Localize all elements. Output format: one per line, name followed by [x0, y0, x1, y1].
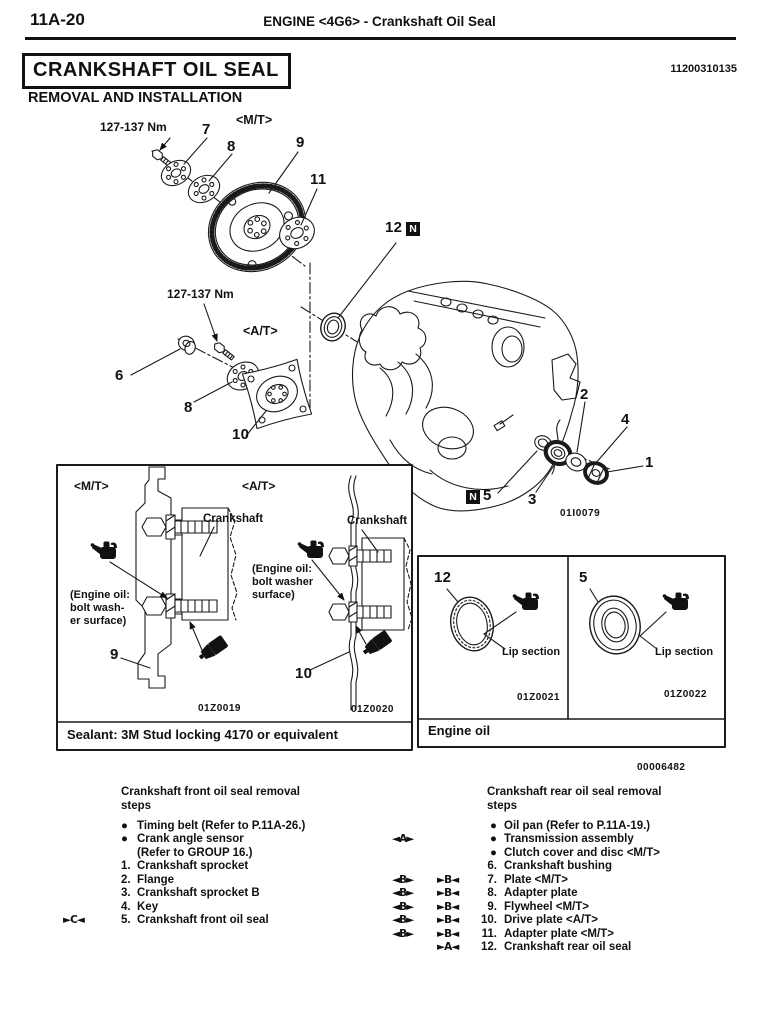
callout-6: 6 — [115, 367, 124, 384]
page-code: 11A-20 — [30, 10, 85, 29]
figure-code-front-seal: 01Z0022 — [664, 689, 707, 700]
step-text: Drive plate <A/T> — [504, 914, 598, 927]
torque-spec-mt: 127-137 Nm — [100, 120, 167, 134]
doc-title: ENGINE <4G6> - Crankshaft Oil Seal — [263, 14, 496, 29]
front-steps-title-line2: steps — [121, 799, 152, 812]
oil-note-mt-line2: bolt wash- — [70, 602, 125, 614]
callout-4: 4 — [621, 411, 630, 428]
callout-10: 10 — [232, 426, 250, 443]
header-rule — [25, 37, 736, 40]
callout-11: 11 — [310, 171, 327, 188]
step-number: 5. — [121, 914, 131, 927]
step-bullet: ● — [490, 833, 497, 846]
step-row — [63, 860, 393, 873]
direction-marker: ◄B► — [392, 927, 414, 940]
direction-marker: ◄B► — [392, 914, 414, 927]
direction-marker: ►B◄ — [437, 914, 459, 927]
step-number: 1. — [121, 860, 131, 873]
step-text: Crankshaft bushing — [504, 860, 612, 873]
sealant-symbol-rear: N — [406, 222, 420, 236]
step-row — [63, 901, 393, 914]
step-bullet: ● — [490, 846, 497, 859]
step-number: 7. — [487, 873, 497, 886]
section-title: CRANKSHAFT OIL SEAL — [22, 53, 291, 89]
callout-5: 5 — [483, 487, 492, 504]
step-text: Crankshaft front oil seal — [137, 914, 269, 927]
direction-marker: ►A◄ — [437, 940, 459, 953]
step-text: (Refer to GROUP 16.) — [137, 846, 253, 859]
callout-9: 9 — [296, 134, 305, 151]
step-bullet: ● — [121, 833, 128, 846]
step-text: Crankshaft sprocket B — [137, 887, 260, 900]
step-row — [392, 941, 732, 954]
step-row — [63, 833, 393, 846]
step-text: Key — [137, 900, 159, 913]
step-number: 4. — [121, 900, 131, 913]
figure-code-main: 01I0079 — [560, 508, 601, 519]
step-number: 11. — [481, 927, 497, 940]
step-number: 8. — [487, 887, 497, 900]
at-group-label: <A/T> — [243, 324, 278, 338]
lip-section-label-rear: Lip section — [502, 646, 561, 658]
section-ref-number: 11200310135 — [670, 63, 737, 75]
step-row — [392, 874, 732, 887]
oil-note-at-line3: surface) — [252, 589, 295, 601]
rear-steps-title-line2: steps — [487, 799, 518, 812]
rear-oil-seal-drawing — [317, 310, 348, 344]
oil-note-mt-line3: er surface) — [70, 615, 127, 627]
step-text: Adapter plate — [504, 887, 578, 900]
step-row — [392, 901, 732, 914]
direction-marker: ►B◄ — [437, 927, 459, 940]
oil-note-mt — [70, 589, 130, 628]
direction-marker: ►C◄ — [63, 914, 84, 927]
crankshaft-label-at: Crankshaft — [347, 515, 408, 527]
step-number: 2. — [121, 873, 131, 886]
step-row — [392, 887, 732, 900]
step-text: Oil pan (Refer to P.11A-19.) — [504, 820, 651, 832]
step-text: Plate <M/T> — [504, 873, 568, 886]
direction-marker: ◄B► — [392, 887, 414, 900]
lip-section-label-front: Lip section — [655, 646, 714, 658]
front-steps-title-line1: Crankshaft front oil seal removal — [121, 786, 300, 798]
oil-note-at-line1: (Engine oil: — [252, 563, 312, 575]
inset-callout-10: 10 — [295, 665, 313, 682]
figure-code-mt: 01Z0019 — [198, 703, 241, 714]
oil-note-at — [252, 563, 313, 602]
sealant-symbol-front: N — [466, 490, 480, 504]
step-row — [392, 833, 732, 846]
direction-marker: ►B◄ — [437, 887, 459, 900]
step-number: 3. — [121, 887, 131, 900]
figure-code-at: 01Z0020 — [351, 704, 394, 715]
step-text: Crankshaft rear oil seal — [504, 940, 632, 953]
direction-marker: ►B◄ — [437, 873, 459, 886]
nut-6-drawing — [176, 334, 199, 356]
footer-code: 00006482 — [637, 762, 686, 773]
mt-group-label: <M/T> — [236, 113, 273, 127]
inset-callout-12: 12 — [434, 569, 452, 586]
step-text: Adapter plate <M/T> — [504, 927, 614, 940]
oil-note-at-line2: bolt washer — [252, 576, 314, 588]
callout-1: 1 — [645, 454, 654, 471]
step-row — [392, 847, 732, 860]
inset-mt-label: <M/T> — [74, 479, 109, 493]
callout-8: 8 — [227, 138, 236, 155]
callout-8-at: 8 — [184, 399, 193, 416]
engine-oil-caption: Engine oil — [428, 723, 491, 738]
step-number: 12. — [481, 940, 497, 953]
section-subtitle: REMOVAL AND INSTALLATION — [28, 90, 243, 106]
step-row — [63, 914, 393, 927]
step-row — [63, 820, 393, 833]
step-text: Timing belt (Refer to P.11A-26.) — [137, 820, 306, 832]
direction-marker: ◄A► — [392, 833, 414, 846]
step-row — [63, 874, 393, 887]
step-row — [392, 860, 732, 873]
step-text: Crankshaft sprocket — [137, 860, 249, 873]
callout-12: 12 — [385, 219, 403, 236]
step-row — [392, 820, 732, 833]
callout-2: 2 — [580, 386, 589, 403]
step-text: Flywheel <M/T> — [504, 900, 589, 913]
step-text: Flange — [137, 873, 175, 886]
callout-3: 3 — [528, 491, 537, 508]
step-bullet: ● — [490, 820, 497, 832]
figure-code-rear-seal: 01Z0021 — [517, 692, 560, 703]
step-row — [392, 928, 732, 941]
inset-callout-5: 5 — [579, 569, 588, 586]
inset-callout-9: 9 — [110, 646, 119, 663]
direction-marker: ◄B► — [392, 900, 414, 913]
step-row — [392, 914, 732, 927]
step-row — [63, 887, 393, 900]
torque-spec-at: 127-137 Nm — [167, 287, 234, 301]
oil-note-mt-line1: (Engine oil: — [70, 589, 130, 601]
step-text: Crank angle sensor — [137, 833, 244, 846]
step-text: Clutch cover and disc <M/T> — [504, 846, 660, 859]
direction-marker: ◄B► — [392, 873, 414, 886]
step-number: 6. — [487, 860, 497, 873]
step-bullet: ● — [121, 820, 128, 832]
direction-marker: ►B◄ — [437, 900, 459, 913]
step-number: 10. — [481, 914, 497, 927]
front-steps-list — [63, 786, 393, 928]
step-row — [63, 847, 393, 860]
callout-7: 7 — [202, 121, 211, 138]
step-number: 9. — [487, 900, 497, 913]
crankshaft-label-mt: Crankshaft — [203, 513, 264, 525]
rear-steps-list — [392, 786, 732, 954]
sealant-caption: Sealant: 3M Stud locking 4170 or equivalent — [67, 727, 338, 742]
rear-steps-title-line1: Crankshaft rear oil seal removal — [487, 786, 662, 798]
step-text: Transmission assembly — [504, 833, 634, 846]
inset-at-label: <A/T> — [242, 479, 276, 493]
